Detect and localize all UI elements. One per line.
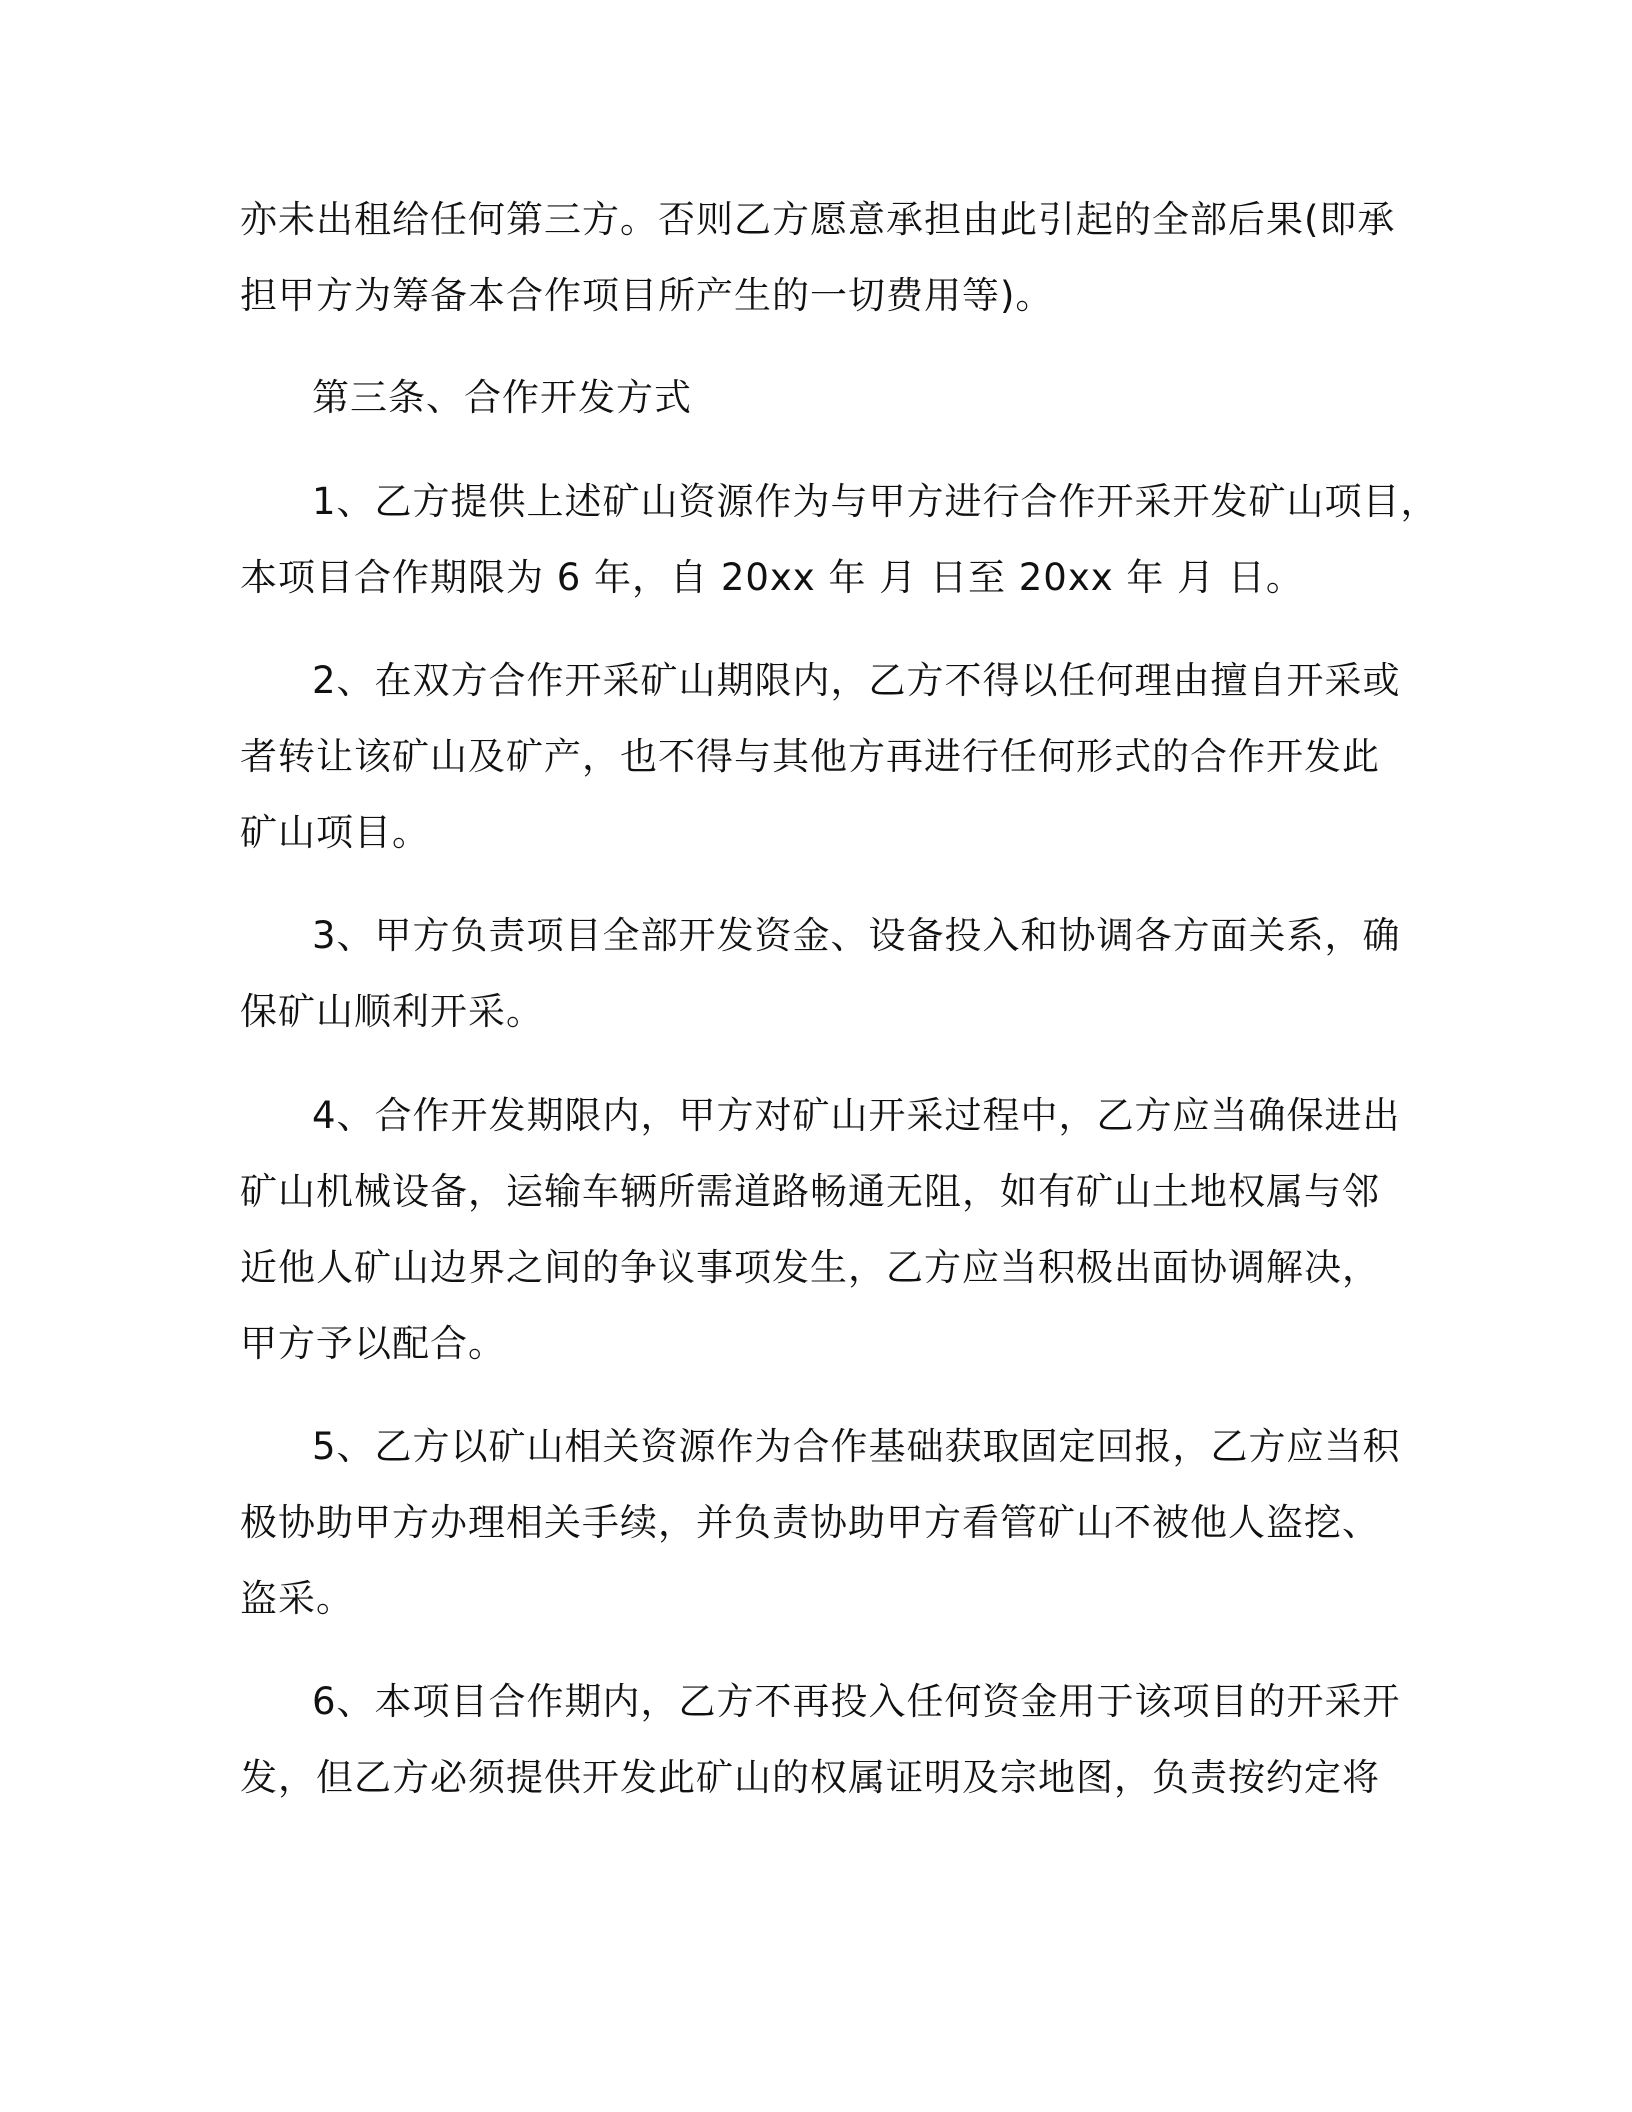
clause-4-line-1: 4、合作开发期限内，甲方对矿山开采过程中，乙方应当确保进出 <box>312 1094 1401 1137</box>
clause-6-line-2: 发，但乙方必须提供开发此矿山的权属证明及宗地图，负责按约定将 <box>240 1756 1380 1799</box>
clause-4-line-3: 近他人矿山边界之间的争议事项发生，乙方应当积极出面协调解决， <box>240 1246 1380 1289</box>
clause-5-line-3: 盗采。 <box>240 1577 354 1620</box>
text-line-2: 担甲方为筹备本合作项目所产生的一切费用等)。 <box>240 274 1054 317</box>
clause-6-line-1: 6、本项目合作期内，乙方不再投入任何资金用于该项目的开采开 <box>312 1680 1401 1723</box>
clause-4-line-4: 甲方予以配合。 <box>240 1322 506 1365</box>
clause-1-line-2: 本项目合作期限为 6 年，自 20xx 年 月 日至 20xx 年 月 日。 <box>240 556 1304 599</box>
text-line-1: 亦未出租给任何第三方。否则乙方愿意承担由此引起的全部后果(即承 <box>240 198 1396 241</box>
clause-1-line-1: 1、乙方提供上述矿山资源作为与甲方进行合作开采开发矿山项目， <box>312 480 1439 523</box>
clause-3-line-2: 保矿山顺利开采。 <box>240 990 544 1033</box>
section-heading: 第三条、合作开发方式 <box>312 376 692 419</box>
clause-3-line-1: 3、甲方负责项目全部开发资金、设备投入和协调各方面关系，确 <box>312 914 1401 957</box>
clause-2-line-3: 矿山项目。 <box>240 811 430 854</box>
clause-5-line-2: 极协助甲方办理相关手续，并负责协助甲方看管矿山不被他人盗挖、 <box>240 1501 1380 1544</box>
clause-4-line-2: 矿山机械设备，运输车辆所需道路畅通无阻，如有矿山土地权属与邻 <box>240 1170 1380 1213</box>
clause-2-line-2: 者转让该矿山及矿产，也不得与其他方再进行任何形式的合作开发此 <box>240 735 1380 778</box>
clause-5-line-1: 5、乙方以矿山相关资源作为合作基础获取固定回报，乙方应当积 <box>312 1425 1401 1468</box>
clause-2-line-1: 2、在双方合作开采矿山期限内，乙方不得以任何理由擅自开采或 <box>312 659 1401 702</box>
